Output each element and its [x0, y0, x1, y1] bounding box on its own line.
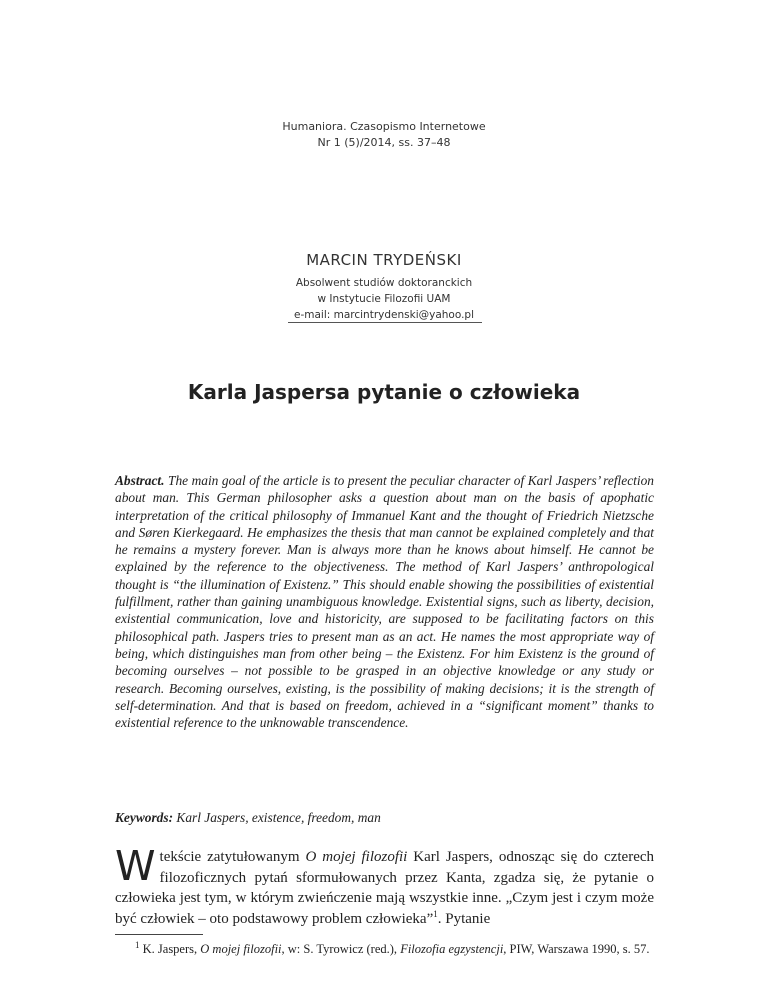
footnote-suffix: , PIW, Warszawa 1990, s. 57. [503, 942, 650, 956]
body-part-2: Karl Jaspers, odnosząc się do czterech filozoficznych pytań sformułowanych przez Kanta, zgadza się, że pytanie o człowieka jest tym, w którym zwieńczenie mają wszystkie inne. „Czym jest i czym może być człowiek – oto podstawowy problem człowieka” [115, 849, 655, 927]
footnote-mid: , w: S. Tyrowicz (red.), [281, 942, 401, 956]
body-part-3: . Pytanie [437, 910, 491, 927]
drop-cap: W [115, 842, 156, 890]
footnote-number: 1 [135, 939, 140, 950]
footnote-divider [115, 934, 203, 935]
footnote-prefix: K. Jaspers, [139, 942, 201, 956]
keywords-label: Keywords: [115, 810, 174, 825]
journal-name: Humaniora. Czasopismo Internetowe [282, 120, 486, 133]
affiliation-divider [288, 322, 482, 323]
body-italic-title: O mojej filozofii [305, 849, 408, 865]
affiliation-line-2: w Instytucie Filozofii UAM [317, 293, 451, 305]
footnote [115, 940, 654, 958]
footnote-italic-2: Filozofia egzystencji [400, 942, 504, 956]
author-email: e-mail: marcintrydenski@yahoo.pl [294, 309, 474, 321]
footnote-reference: 1 [433, 908, 438, 919]
body-part-1: tekście zatytułowanym [159, 849, 306, 865]
author-affiliation [0, 275, 768, 323]
affiliation-line-1: Absolwent studiów doktoranckich [295, 277, 473, 289]
body-text [115, 842, 655, 929]
abstract-label: Abstract. [115, 473, 165, 488]
keywords-text: Karl Jaspers, existence, freedom, man [176, 810, 381, 825]
journal-header [0, 119, 768, 151]
article-title: Karla Jaspersa pytanie o człowieka [187, 380, 581, 404]
abstract [115, 472, 654, 731]
keywords [115, 810, 654, 826]
abstract-text: The main goal of the article is to present the peculiar character of Karl Jaspers’ reflection about man. This German philosopher asks a question about man on the basis of apophatic interpretation of the critical philosophy of Immanuel Kant and the thought of Friedrich Nietzsche and Søren Kierkegaard. He emphasizes the thesis that man cannot be explained completely and that he remains a mystery forever. Man is always more than he knows about himself. He cannot be explained by the reference to the objectiveness. The method of Karl Jaspers’ anthropological thought is “the illumination of Existenz.” This should enable showing the possibilities of existential fulfillment, rather than gaining unambiguous knowledge. Existential signs, such as liberty, decision, existential communication, love and historicity, are supposed to be facilitating factors on this philosophical path. Jaspers tries to present man as an act. He names the most appropriate way of being, which distinguishes man from other being – the Existenz. For him Existenz is the ground of becoming ourselves – not possible to be grasped in an objective knowledge or any study or research. Becoming ourselves, existing, is the possibility of making decisions; it is the strength of self-determination. And that is based on freedom, achieved in a “significant moment” thanks to existential reference to the unknowable transcendence. [115, 473, 654, 731]
author-name: MARCIN TRYDEŃSKI [306, 251, 462, 269]
footnote-italic-1: O mojej filozofii [200, 942, 282, 956]
journal-issue: Nr 1 (5)/2014, ss. 37–48 [317, 136, 451, 149]
